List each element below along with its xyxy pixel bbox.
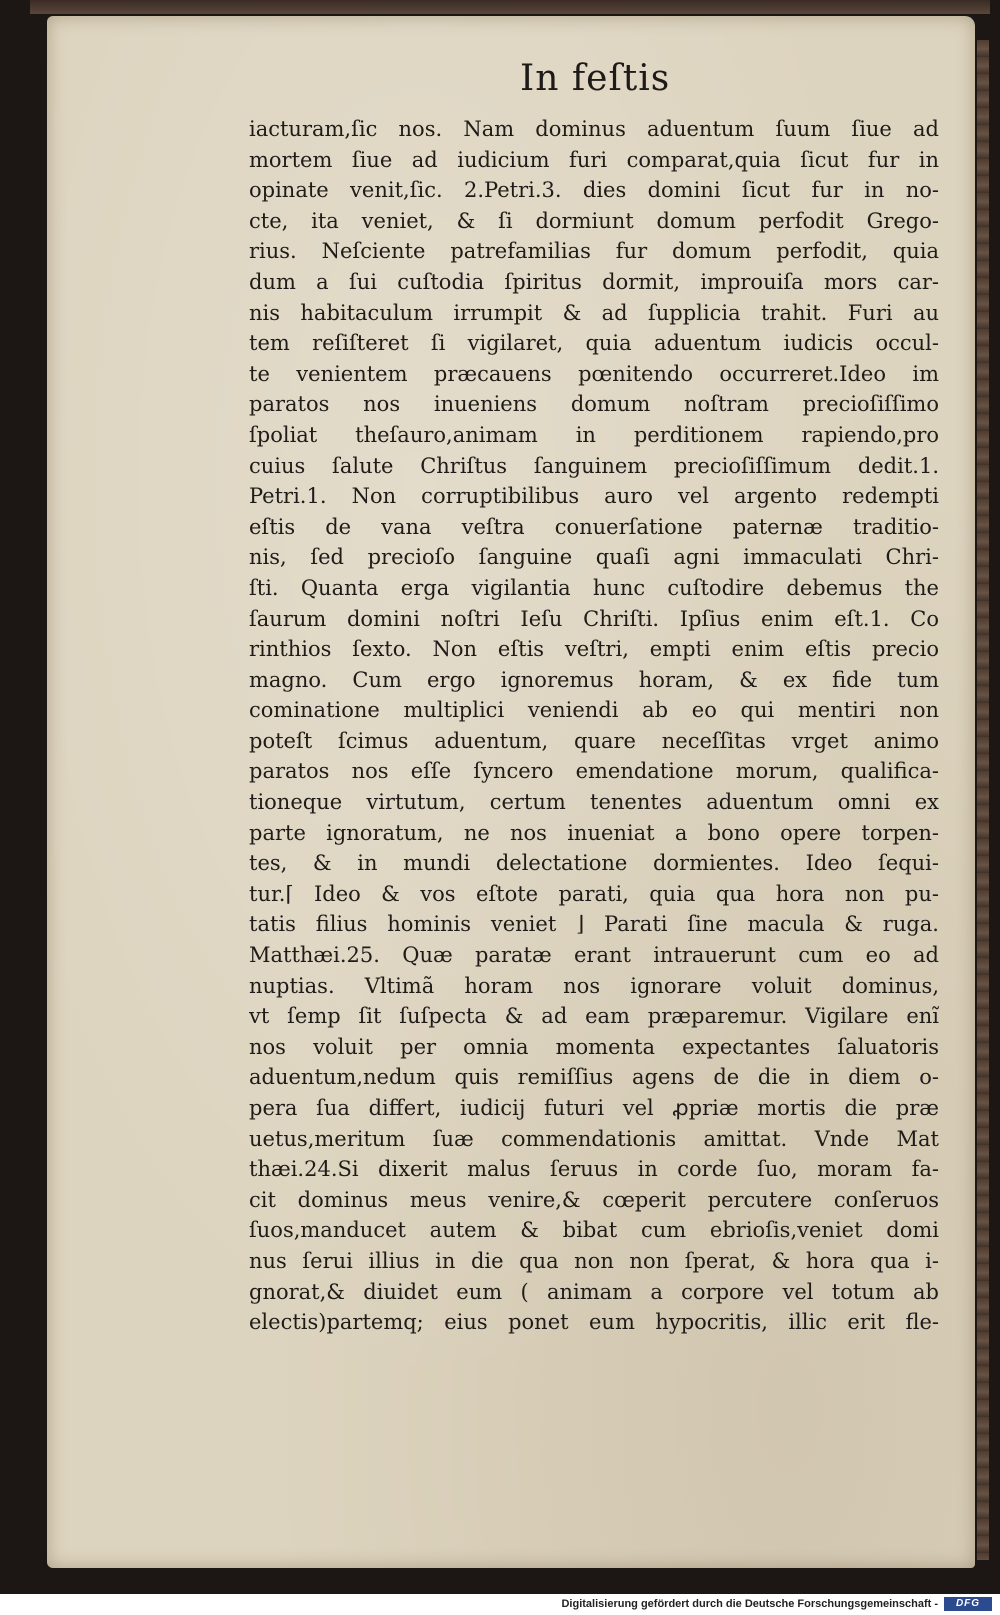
text-line: cit dominus meus venire,& cœperit percutere conſeruos bbox=[249, 1187, 939, 1212]
text-line: ſpoliat theſauro,animam in perditionem rapiendo,pro bbox=[249, 422, 939, 447]
text-line: tur.⌈ Ideo & vos eſtote parati, quia qua hora non pu- bbox=[249, 881, 939, 906]
text-line: iacturam,ſic nos. Nam dominus aduentum ſuum ſiue ad bbox=[249, 117, 939, 141]
text-line: aduentum,nedum quis remiſſius agens de die in diem o- bbox=[249, 1065, 939, 1090]
text-line: ſaurum domini noſtri Ieſu Chriſti. Ipſius enim eſt.1. Co bbox=[249, 606, 939, 631]
page-stack-edge bbox=[977, 40, 989, 1560]
text-line: tem reſiſteret ſi vigilaret, quia aduentum iudicis occul- bbox=[249, 331, 939, 356]
text-line: te venientem præcauens pœnitendo occurreret.Ideo im bbox=[249, 361, 939, 386]
text-line: rius. Neſciente patrefamilias fur domum perfodit, quia bbox=[249, 239, 939, 264]
text-line: cominatione multiplici veniendi ab eo qui mentiri non bbox=[249, 698, 939, 723]
text-line: pera ſua differt, iudicij futuri vel ꝓpriæ mortis die præ bbox=[249, 1096, 939, 1120]
text-line: nis, ſed precioſo ſanguine quaſi agni immaculati Chri- bbox=[249, 545, 939, 570]
body-text bbox=[249, 114, 939, 1338]
text-line: nis habitaculum irrumpit & ad ſupplicia trahit. Furi au bbox=[249, 300, 939, 325]
text-line: opinate venit,ſic. 2.Petri.3. dies domini ſicut fur in no- bbox=[249, 178, 939, 203]
text-line: dum a ſui cuſtodia ſpiritus dormit, improuiſa mors car- bbox=[249, 269, 939, 294]
text-line: nos voluit per omnia momenta expectantes ſaluatoris bbox=[249, 1034, 939, 1059]
text-line: cte, ita veniet, & ſi dormiunt domum perfodit Grego- bbox=[249, 208, 939, 233]
running-head: In feſtis bbox=[520, 58, 671, 99]
text-line: gnorat,& diuidet eum ( animam a corpore vel totum ab bbox=[249, 1279, 939, 1304]
text-line: rinthios ſexto. Non eſtis veſtri, empti enim eſtis precio bbox=[249, 637, 939, 662]
text-line: tatis filius hominis veniet ⌋ Parati ſine macula & ruga. bbox=[249, 912, 939, 937]
text-line: tioneque virtutum, certum tenentes aduentum omni ex bbox=[249, 790, 939, 815]
text-line: magno. Cum ergo ignoremus horam, & ex fide tum bbox=[249, 667, 939, 692]
text-line: cuius ſalute Chriſtus ſanguinem precioſiſſimum dedit.1. bbox=[249, 453, 939, 478]
text-line: tes, & in mundi delectatione dormientes. Ideo ſequi- bbox=[249, 851, 939, 876]
scan-top-edge bbox=[30, 0, 990, 14]
text-line: paratos nos inueniens domum noſtram precioſiſſimo bbox=[249, 392, 939, 417]
text-line: poteſt ſcimus aduentum, quare neceſſitas vrget animo bbox=[249, 728, 939, 753]
text-line: vt ſemp ſit ſuſpecta & ad eam præparemur. Vigilare enĩ bbox=[249, 1004, 939, 1029]
text-line: Matthæi.25. Quæ paratæ erant intrauerunt cum eo ad bbox=[249, 943, 939, 968]
text-line: paratos nos eſſe ſyncero emendatione morum, qualifica- bbox=[249, 759, 939, 784]
text-line: parte ignoratum, ne nos inueniat a bono opere torpen- bbox=[249, 820, 939, 845]
dfg-logo: DFG bbox=[944, 1597, 992, 1611]
funding-credit: Digitalisierung gefördert durch die Deutsche Forschungsgemeinschaft - bbox=[561, 1598, 938, 1610]
text-line: thæi.24.Si dixerit malus ſeruus in corde ſuo, moram fa- bbox=[249, 1157, 939, 1182]
text-line: ſti. Quanta erga vigilantia hunc cuſtodire debemus the bbox=[249, 575, 939, 600]
text-line: uetus,meritum ſuæ commendationis amittat. Vnde Mat bbox=[249, 1126, 939, 1151]
text-line: eſtis de vana veſtra conuerſatione paternæ traditio- bbox=[249, 514, 939, 539]
text-line: nuptias. Vltimã horam nos ignorare voluit dominus, bbox=[249, 973, 939, 998]
text-line: electis)partemq; eius ponet eum hypocritis, illic erit fle- bbox=[249, 1310, 939, 1335]
text-line: nus ſerui illius in die qua non non ſperat, & hora qua i- bbox=[249, 1248, 939, 1273]
text-line: ſuos,manducet autem & bibat cum ebrioſis,veniet domi bbox=[249, 1218, 939, 1243]
text-line: Petri.1. Non corruptibilibus auro vel argento redempti bbox=[249, 484, 939, 509]
text-line: mortem ſiue ad iudicium furi comparat,quia ſicut fur in bbox=[249, 147, 939, 172]
